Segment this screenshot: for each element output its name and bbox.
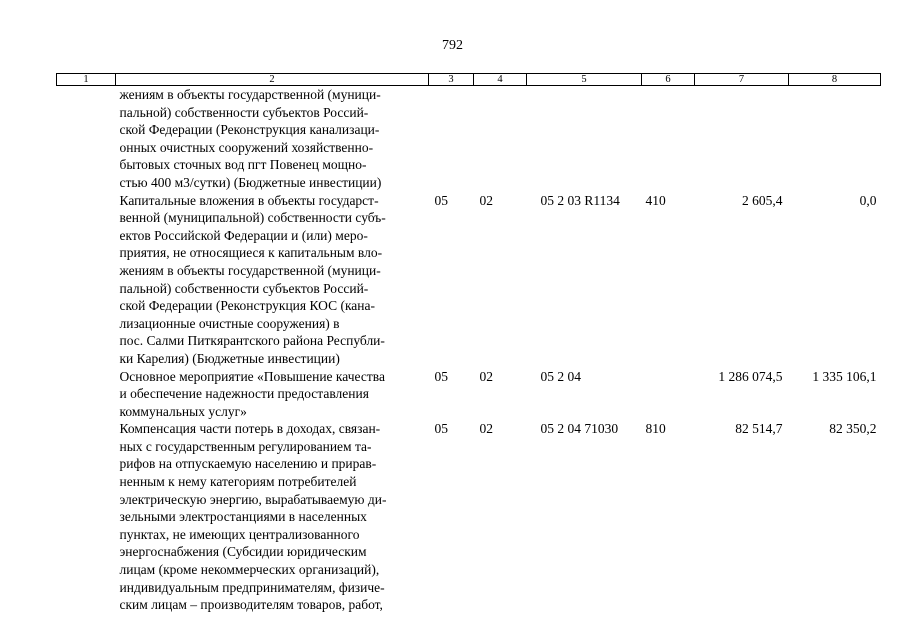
subsection-code-cell: 02	[479, 421, 493, 437]
amount-year1-cell: 1 286 074,5	[718, 368, 783, 384]
description-line: ки Карелия) (Бюджетные инвестиции)	[119, 350, 340, 366]
col-header-2: 2	[116, 74, 429, 86]
description-line: Основное мероприятие «Повышение качества	[119, 368, 385, 384]
expense-type-cell	[642, 368, 695, 421]
column-number-header	[57, 74, 881, 86]
table-row	[57, 192, 881, 368]
row-number-cell	[57, 368, 116, 421]
table-row	[57, 368, 881, 421]
description-line: электрическую энергию, вырабатываемую ди-	[119, 491, 387, 507]
target-article-cell: 05 2 04	[540, 368, 581, 384]
description-line: ненным к нему категориям потребителей	[119, 474, 357, 490]
amount-year2-cell: 0,0	[859, 192, 877, 208]
target-article-cell: 05 2 03 R1134	[540, 192, 620, 208]
table-row	[57, 86, 881, 192]
description-line: приятия, не относящиеся к капитальным вло-	[119, 245, 383, 261]
page-number: 792	[442, 38, 463, 53]
col-header-1: 1	[57, 74, 116, 86]
section-code-cell	[429, 86, 474, 192]
col-header-7: 7	[695, 74, 789, 86]
description-line: ных с государственным регулированием та-	[119, 438, 372, 454]
row-number-cell	[57, 86, 116, 192]
subsection-code-cell	[474, 86, 527, 192]
col-header-5: 5	[527, 74, 642, 86]
description-line: рифов на отпускаемую населению и прирав-	[119, 456, 377, 472]
target-article-cell	[527, 86, 642, 192]
section-code-cell: 05	[434, 192, 448, 208]
description-line: ским лицам – производителям товаров, работ,	[119, 597, 383, 613]
target-article-cell: 05 2 04 71030	[540, 421, 619, 437]
description-cell	[116, 86, 429, 192]
amount-year1-cell: 82 514,7	[735, 421, 783, 437]
description-cell	[116, 420, 429, 614]
budget-table	[56, 73, 881, 614]
row-number-cell	[57, 420, 116, 614]
amount-year2-cell: 1 335 106,1	[812, 368, 877, 384]
expense-type-cell	[642, 86, 695, 192]
subsection-code-cell: 02	[479, 192, 493, 208]
description-cell	[116, 368, 429, 421]
description-line: пунктах, не имеющих централизованного	[119, 526, 360, 542]
description-line: ской Федерации (Реконструкция канализаци-	[119, 122, 380, 138]
description-line: и обеспечение надежности предоставления	[119, 386, 369, 402]
amount-year1-cell: 2 605,4	[742, 192, 783, 208]
description-line: онных очистных сооружений хозяйственно-	[119, 139, 374, 155]
expense-type-cell: 810	[645, 421, 666, 437]
section-code-cell: 05	[434, 421, 448, 437]
amount-year2-cell	[789, 86, 881, 192]
subsection-code-cell: 02	[479, 368, 493, 384]
row-number-cell	[57, 192, 116, 368]
col-header-8: 8	[789, 74, 881, 86]
description-line: коммунальных услуг»	[119, 403, 247, 419]
description-line: венной (муниципальной) собственности субъ-	[119, 210, 386, 226]
description-line: стью 400 м3/сутки) (Бюджетные инвестиции)	[119, 174, 382, 190]
description-line: индивидуальным предпринимателям, физиче-	[119, 579, 385, 595]
description-cell	[116, 192, 429, 368]
amount-year1-cell	[695, 86, 789, 192]
description-line: пальной) собственности субъектов Россий-	[119, 280, 369, 296]
description-line: ской Федерации (Реконструкция КОС (кана-	[119, 298, 375, 314]
section-code-cell: 05	[434, 368, 448, 384]
description-line: жениям в объекты государственной (муници-	[119, 87, 381, 102]
col-header-3: 3	[429, 74, 474, 86]
description-line: пос. Салми Питкярантского района Республи-	[119, 333, 385, 349]
description-line: лизационные очистные сооружения) в	[119, 315, 340, 331]
description-line: лицам (кроме некоммерческих организаций),	[119, 562, 380, 578]
col-header-6: 6	[642, 74, 695, 86]
description-line: зельными электростанциями в населенных	[119, 509, 367, 525]
expense-type-cell: 410	[645, 192, 666, 208]
description-line: Компенсация части потерь в доходах, связан-	[119, 421, 381, 437]
description-line: энергоснабжения (Субсидии юридическим	[119, 544, 367, 560]
description-line: бытовых сточных вод пгт Повенец мощно-	[119, 157, 367, 173]
amount-year2-cell: 82 350,2	[829, 421, 877, 437]
description-line: жениям в объекты государственной (муници-	[119, 262, 381, 278]
description-line: Капитальные вложения в объекты государст-	[119, 192, 379, 208]
description-line: пальной) собственности субъектов Россий-	[119, 104, 369, 120]
table-row	[57, 420, 881, 614]
col-header-4: 4	[474, 74, 527, 86]
description-line: ектов Российской Федерации и (или) меро-	[119, 227, 368, 243]
